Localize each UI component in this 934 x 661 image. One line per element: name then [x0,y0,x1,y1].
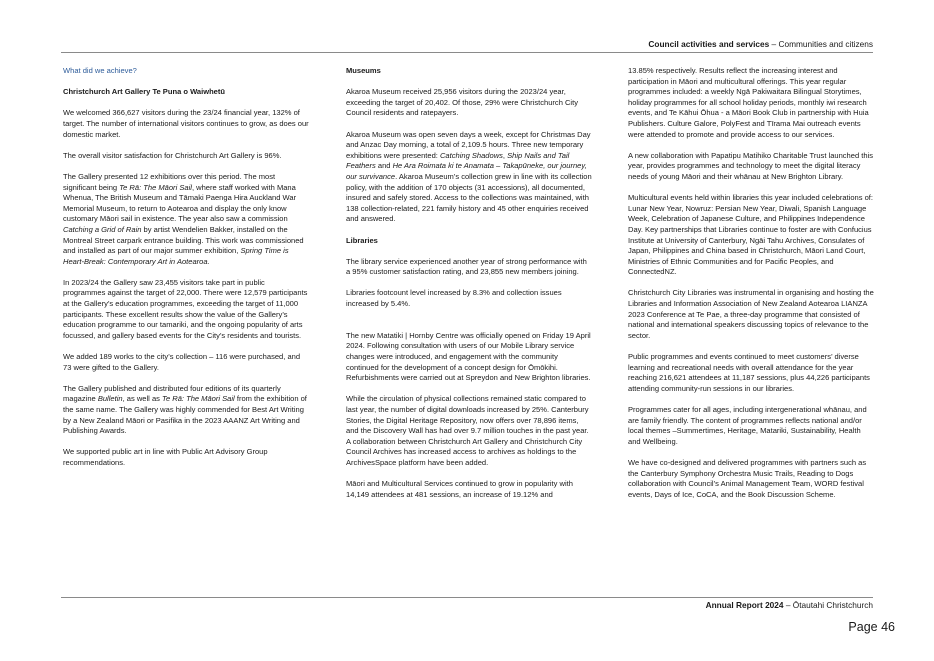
paragraph: We have co-designed and delivered programmes with partners such as the Canterbury Symphony Orchestra Music Trails, Reading to Dogs collaboration with Council’s Animal Management Team, WORD festival events, Days of Ice, CoCA, and the Book Discussion Scheme. [628,457,867,499]
text-run: The Gallery published and distributed four editions of its quarterly magazine [63,383,281,404]
text-run: , where staff worked with Mana Whenua, The British Museum and Tāmaki Paenga Hira Auckland War Memorial Museum, to return to Aotearoa and display the only know customary Māori sail in existence. The year also saw a commission [63,182,297,224]
museums-heading: Museums [346,66,381,75]
column-1 [63,66,309,479]
column-2 [346,66,592,511]
paragraph: Programmes cater for all ages, including intergenerational whānau, and are family friendly. The content of programmes reflects national and/or local themes –Summertimes, Heritage, Matariki, Sustainability, Health and Wellbeing. [628,405,867,446]
paragraph: Christchurch City Libraries was instrumental in organising and hosting the Libraries and Information Association of New Zealand Aotearoa LIANZA 2023 Conference at Te Pae, a three-day programme that consisted of national and international speakers discussing topics of relevance to the sector. [628,288,874,340]
paragraph: We added 189 works to the city’s collection – 116 were purchased, and 73 were gifted to the Gallery. [63,352,301,372]
column-3 [628,66,874,511]
italic-title: Spring Time is Heart-Break: Contemporary Art in Aotearoa. [63,246,289,266]
italic-title: He Ara Roimata ki te Anamata – Takapūneke, our journey, our survivance [346,161,587,181]
header-section-subtitle: – Communities and citizens [769,39,873,49]
page-header [648,39,873,49]
text-run: and [375,161,393,171]
italic-title: Te Rā: The Māori Sail [119,182,192,192]
italic-title: Catching a Grid of Rain [63,224,142,234]
italic-title: Te Rā: The Māori Sail [162,394,235,404]
paragraph: The library service experienced another year of strong performance with a 95% customer satisfaction rating, and 23,855 new members joining. [346,256,587,277]
libraries-heading: Libraries [346,235,378,245]
page-footer [706,600,873,610]
paragraph [346,130,592,225]
text-run: Akaroa Museum was open seven days a week, except for Christmas Day and Anzac Day morning, a total of 2,109.5 hours. Three new temporary exhibitions were presented: [346,129,591,160]
paragraph: Māori and Multicultural Services continued to grow in popularity with 14,149 attendees at 481 sessions, an increase of 19.12% and [346,479,573,499]
paragraph: A new collaboration with Papatipu Matihiko Charitable Trust launched this year, provides programmes and technology to meet the digital literacy needs of young Māori and their whānau at New Brighton Library. [628,150,873,181]
footer-report-subtitle: – Ōtautahi Christchurch [783,600,873,610]
paragraph: In 2023/24 the Gallery saw 23,455 visitors take part in public programmes against the target of 22,000. There were 12,579 participants at the Gallery’s education programmes, exceeding the target of 11,000 participants. These excellent results show the value of the Gallery’s education programme to our tamariki, and the ongoing popularity of arts focussed, and gallery based events for the City’s residents and tourists. [63,277,308,340]
footer-report-title: Annual Report 2024 [705,600,784,610]
text-run: , [502,150,508,160]
paragraph: 13.85% respectively. Results reflect the increasing interest and participation in Māori and multicultural offerings. This year regular programmes included: a weekly Ngā Pakiwaitara Bilingual Storytimes, holiday programmes for all school holiday periods, monthly iwi research events, and Te Kāhui Ōhua - a Māori Book Club in partnership with Huia Publishers. Culture Galore, PolyFest and Tīrama Mai outreach events were attended to promote and provide access to our services. [628,66,869,139]
gallery-heading: Christchurch Art Gallery Te Puna o Waiwhetū [63,87,226,97]
section-heading: What did we achieve? [63,66,137,75]
text-run: by artist Wendelien Bakker, installed on the Montreal Street carpark entrance building. This work was commissioned and installed as part of our major summer exhibition, [63,224,304,256]
footer-divider [61,597,873,598]
paragraph: The new Matatiki | Hornby Centre was officially opened on Friday 19 April 2024. Following consultation with users of our Mobile Library service changes were introduced, and engagement with the community continued for the development of a concept design for Ōmōkihi. Refurbishments were carried out at Spreydon and New Brighton libraries. [346,330,591,383]
text-run: from the exhibition of the same name. The Gallery was highly commended for Best Art Writing by a New Zealand Māori or Pasifika in the 2023 AAANZ Art Writing and Publishing Awards. [63,394,307,436]
italic-title: Bulletin [97,394,123,404]
paragraph [63,172,309,267]
paragraph [63,384,309,437]
paragraph: Libraries footcount level increased by 8.3% and collection issues increased by 5.4%. [346,288,562,309]
paragraph: Multicultural events held within libraries this year included celebrations of: Lunar New Year, Nowruz: Persian New Year, Diwali, Spanish Language Week, Celebration of Japanese Culture, and Philippines Independence Day. Key partnerships that Libraries continue to foster are with Confucius Institute at University of Canterbury, Ngāi Tahu Archives, Consulates of Japan, Philippines and China based in Christchurch, Māori Land Court, Ministries of Ethnic Communities and for Pacific Peoples, and ConnectedNZ. [628,193,873,277]
paragraph: Public programmes and events continued to meet customers’ diverse learning and recreational needs with overall attendance for the year reaching 216,621 attendees at 11,187 sessions, plus 44,226 participants attending community-run sessions in our libraries. [628,352,870,393]
text-run: . Akaroa Museum’s collection grew in line with its collection policy, with the addition of 170 objects (31 accessions), all documented, insured and safely stored. Access to the collections was maintained, with 138 collection-related, 221 family history and 45 other enquiries received and answered. [346,171,592,224]
italic-title: Ship Nails and Tail Feathers [346,150,570,171]
paragraph: The overall visitor satisfaction for Christchurch Art Gallery is 96%. [63,150,282,160]
page-number: Page 46 [848,620,895,634]
italic-title: Catching Shadows [439,150,503,160]
text-run: The Gallery presented 12 exhibitions over this period. The most significant being [63,171,276,192]
paragraph: We supported public art in line with Public Art Advisory Group recommendations. [63,447,268,467]
paragraph: Akaroa Museum received 25,956 visitors during the 2023/24 year, exceeding the target of 20,402. Of those, 29% were Christchurch City Council residents and ratepayers. [346,87,578,118]
text-run: , as well as [122,394,163,404]
paragraph: While the circulation of physical collections remained static compared to last year, the number of digital downloads increased by 25%. Canterbury Stories, the Digital Heritage Repository, now offers over 78,896 items, and the Discovery Wall has had over 9.7 million touches in the past year. A collaboration between Christchurch Art Gallery and Christchurch City Council Archives has increased access to archives as holdings to the ArchivesSpace platform have been added. [346,394,589,467]
paragraph: We welcomed 366,627 visitors during the 23/24 financial year, 132% of target. The number of international visitors continues to grow, as does our domestic market. [63,108,309,139]
header-divider [61,52,873,53]
paragraph-spacer [346,320,592,331]
header-section-title: Council activities and services [648,39,770,49]
